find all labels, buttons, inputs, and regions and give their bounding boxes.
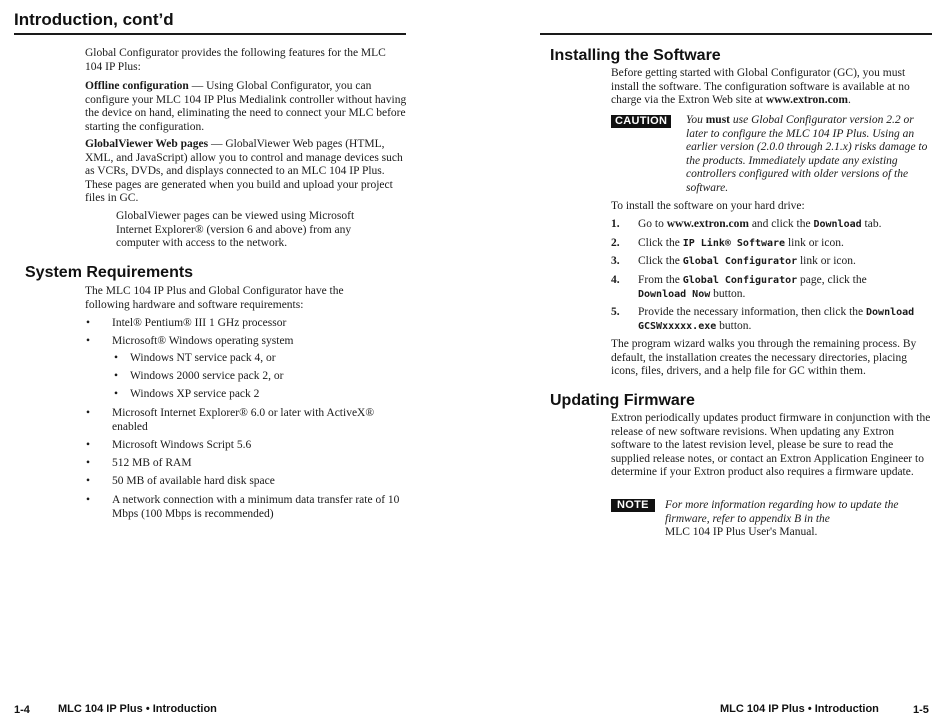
extron-url[interactable]: www.extron.com xyxy=(765,94,849,107)
header-rule xyxy=(14,33,406,35)
step-5: Provide the necessary information, then click the Download GCSWxxxxx.exe button. xyxy=(638,306,915,332)
left-page: Introduction, cont’d Global Configurator provides the following features for the MLC 104 IP Plus: Offline configuration — Using Global Configurator, you can configure your MLC 104 IP Plus Medialink controller without having the device on hand, eliminating the need to connect your MLC before starting the configuration. GlobalViewer Web pages — GlobalViewer Web pages (HTML, XML, and JavaScript) allow you to control and manage devices such as VCRs, DVDs, and displays connected to an MLC 104 IP Plus. These pages are generated when you build and upload your project files in GC. GlobalViewer pages can be viewed using Microsoft Internet Explorer® (version 6 and above) from any computer with access to the network. System Requirements The MLC 104 IP Plus and Global Configurator have the following hardware and software requirements: • Intel® Pentium® III 1 GHz processor • Microsoft® Windows operating system • Windows NT service pack 4, or • Windows 2000 service pack 2, or • Windows XP service pack 2 • Microsoft Internet Explorer® 6.0 or later with ActiveX® enabled • Microsoft Windows Script 5.6 • 512 MB of RAM • 50 MB of available hard disk space • A network connection with a minimum data transfer rate of 10 Mbps (100 Mbps is recommended) 1-4 MLC 104 IP Plus • Introduction xyxy=(0,0,475,725)
step-4: From the Global Configurator page, click the Download Now button. xyxy=(638,274,867,300)
feature-globalviewer xyxy=(85,138,410,206)
globalviewer-note: GlobalViewer pages can be viewed using Microsoft Internet Explorer® (version 6 and above) from any computer with access to the network. xyxy=(116,210,355,250)
step-number: 2. xyxy=(611,237,620,249)
footer-page-number: 1-4 xyxy=(14,704,30,716)
footer-title: MLC 104 IP Plus • Introduction xyxy=(720,703,879,715)
step-number: 1. xyxy=(611,218,620,230)
step-number: 5. xyxy=(611,306,620,318)
note-text: For more information regarding how to update the firmware, refer to appendix B in the MLC 104 IP Plus User's Manual. xyxy=(665,499,899,539)
feature-term: GlobalViewer Web pages xyxy=(85,138,209,150)
feature-offline xyxy=(85,80,410,134)
steps-intro: To install the software on your hard drive: xyxy=(611,200,805,212)
installing-heading: Installing the Software xyxy=(550,47,721,64)
feature-text: — GlobalViewer Web pages (HTML, XML, and JavaScript) allow you to control and manage devices such as VCRs, DVDs, and displays connected to an MLC 104 IP Plus. These pages are generated when you build and upload your project files in GC. xyxy=(85,138,403,205)
note-badge: NOTE xyxy=(611,499,655,512)
caution-text: You must use Global Configurator version 2.2 or later to configure the MLC 104 IP Plus. Using an earlier version (2.0.0 through 2.1.x) risks damage to the products. Immediately update any existing controllers configured with older versions of the software. xyxy=(686,114,928,194)
system-requirements-heading: System Requirements xyxy=(25,264,194,281)
update-paragraph: Extron periodically updates product firmware in conjunction with the release of new software revisions. When updating any Extron software to the latest revision level, please be sure to read the supplied release notes, or contact an Extron Application Engineer to determine if your Extron product also requires a firmware update. xyxy=(611,412,931,479)
step-number: 3. xyxy=(611,255,620,267)
header-rule xyxy=(540,33,932,35)
install-paragraph: Before getting started with Global Configurator (GC), you must install the software. The configuration software is available at no charge via the Extron Web site at www.extron.com. xyxy=(611,67,910,107)
footer-title: MLC 104 IP Plus • Introduction xyxy=(58,703,217,715)
feature-text: — Using Global Configurator, you can configure your MLC 104 IP Plus Medialink controller without having the device on hand, eliminating the need to connect your MLC before starting the configuration. xyxy=(85,80,407,133)
intro-paragraph: Global Configurator provides the following features for the MLC 104 IP Plus: xyxy=(85,47,386,73)
right-page xyxy=(475,0,950,725)
wizard-paragraph: The program wizard walks you through the remaining process. By default, the installation creates the necessary directories, placing icons, files, drivers, and a help file for GC within them. xyxy=(611,338,917,378)
step-3: Click the Global Configurator link or icon. xyxy=(638,255,856,267)
step-1: Go to www.extron.com and click the Download tab. xyxy=(638,218,882,230)
feature-term: Offline configuration xyxy=(85,80,189,92)
step-2: Click the IP Link® Software link or icon. xyxy=(638,237,844,249)
caution-badge: CAUTION xyxy=(611,115,671,128)
page-header: Introduction, cont’d xyxy=(14,10,174,29)
updating-firmware-heading: Updating Firmware xyxy=(550,392,695,409)
sysreq-intro: The MLC 104 IP Plus and Global Configurator have the following hardware and software requirements: xyxy=(85,285,344,311)
step-number: 4. xyxy=(611,274,620,286)
footer-page-number: 1-5 xyxy=(913,704,929,716)
